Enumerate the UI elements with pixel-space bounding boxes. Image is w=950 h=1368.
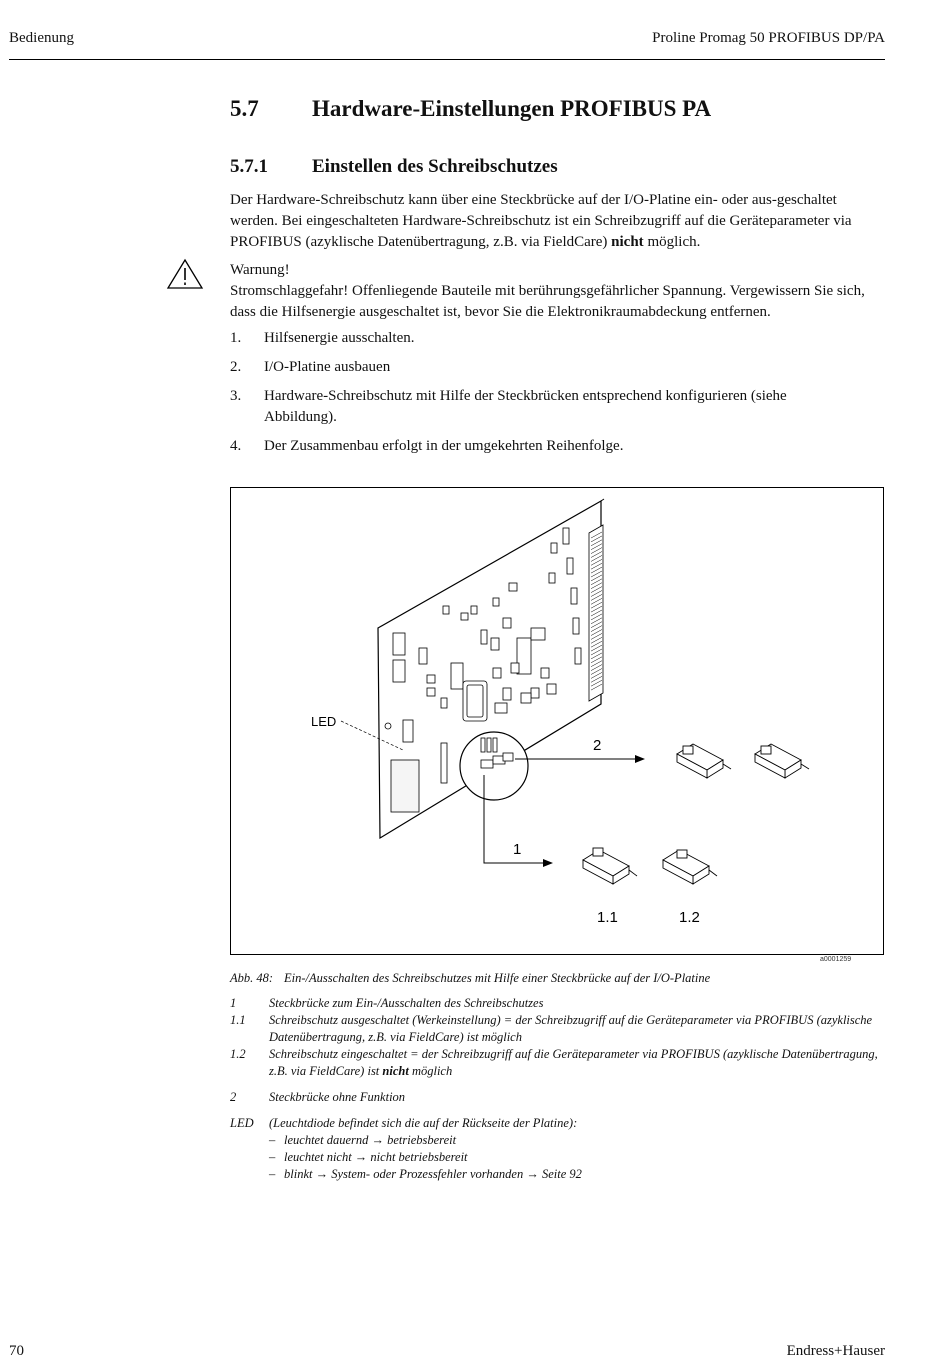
figure-legend [230, 995, 886, 1183]
caption-text: Ein-/Ausschalten des Schreibschutzes mit Hilfe einer Steckbrücke auf der I/O-Platine [284, 971, 711, 985]
warning-triangle-icon [166, 258, 204, 290]
subsection-number: 5.7.1 [230, 156, 268, 177]
legend-text: Steckbrücke zum Ein-/Ausschalten des Schreibschutzes [269, 996, 544, 1010]
led-state-item [269, 1166, 582, 1183]
step-item [230, 386, 870, 428]
jumper-2a [677, 744, 731, 778]
dash: – [269, 1167, 276, 1181]
legend-text: Schreibschutz ausgeschaltet (Werkeinstellung) = der Schreibzugriff auf die Geräteparameter via PROFIBUS (azyklische Datenübertragung, z.B. via FieldCare) ist möglich [269, 1013, 873, 1044]
step-number: 3. [230, 388, 242, 404]
warning-title: Warnung! [230, 262, 290, 278]
legend-text-end: möglich [408, 1064, 453, 1078]
header-right: Proline Promag 50 PROFIBUS DP/PA [652, 30, 885, 46]
led-state-item [269, 1132, 582, 1149]
jumper-1-2 [663, 850, 717, 884]
led-state-text: leuchtet dauernd → betriebsbereit [284, 1133, 457, 1147]
jumper-1-1 [583, 848, 637, 884]
legend-key: 1 [230, 996, 237, 1010]
subsection-title: Einstellen des Schreibschutzes [312, 156, 558, 177]
step-number: 1. [230, 330, 242, 346]
intro-bold: nicht [611, 234, 644, 250]
led-state-item [269, 1149, 582, 1166]
led-legend [230, 1115, 886, 1183]
step-item [230, 357, 870, 378]
led-state-text: blinkt → System- oder Prozessfehler vorhanden → Seite 92 [284, 1167, 582, 1181]
page-number: 70 [9, 1343, 24, 1359]
connector-strip [589, 525, 603, 701]
intro-text-end: möglich. [643, 234, 701, 250]
step-list [230, 328, 870, 465]
step-text: Hardware-Schreibschutz mit Hilfe der Steckbrücken entsprechend konfigurieren (siehe Abbildung). [264, 388, 787, 425]
figure-caption [230, 970, 886, 987]
intro-paragraph [230, 190, 886, 253]
led-state-text: leuchtet nicht → nicht betriebsbereit [284, 1150, 468, 1164]
subsection-heading [230, 156, 558, 178]
legend-text: Steckbrücke ohne Funktion [269, 1090, 406, 1104]
caption-number: Abb. 48: [230, 971, 274, 985]
legend-key: 1.2 [230, 1047, 246, 1061]
legend-key: LED [230, 1116, 254, 1130]
header-left: Bedienung [9, 30, 74, 46]
footer-brand: Endress+Hauser [786, 1343, 885, 1359]
led-legend-text: (Leuchtdiode befindet sich die auf der Rückseite der Platine): [269, 1116, 578, 1130]
legend-item [230, 1012, 886, 1046]
led-label: LED [311, 714, 337, 729]
label-1-2: 1.2 [679, 909, 700, 926]
legend-item [230, 995, 886, 1012]
section-heading [230, 96, 711, 122]
step-number: 2. [230, 359, 242, 375]
warning-block [230, 260, 886, 323]
step-text: I/O-Platine ausbauen [264, 359, 391, 375]
section-title: Hardware-Einstellungen PROFIBUS PA [312, 96, 712, 121]
dash: – [269, 1133, 276, 1147]
step-number: 4. [230, 438, 242, 454]
step-text: Der Zusammenbau erfolgt in der umgekehrten Reihenfolge. [264, 438, 624, 454]
figure-frame [230, 487, 884, 955]
step-item [230, 436, 870, 457]
legend-item [230, 1046, 886, 1080]
header-rule [9, 59, 885, 60]
label-1-1: 1.1 [597, 909, 618, 926]
legend-key: 1.1 [230, 1013, 246, 1027]
jumper-2b [755, 744, 809, 778]
legend-key: 2 [230, 1090, 237, 1104]
figure-code: a0001259 [820, 956, 852, 963]
io-board-illustration [231, 488, 883, 954]
dash: – [269, 1150, 276, 1164]
label-1: 1 [513, 841, 522, 858]
step-item [230, 328, 870, 349]
section-number: 5.7 [230, 96, 259, 121]
intro-text: Der Hardware-Schreibschutz kann über eine Steckbrücke auf der I/O-Platine ein- oder aus-geschaltet werden. Bei eingeschalteten Hardware-Schreibschutz ist ein Schreibzugriff auf die Geräteparameter via PROFIBUS (azyklische Datenübertragung, z.B. via FieldCare) [230, 192, 852, 250]
warning-text: Stromschlaggefahr! Offenliegende Bauteile mit berührungsgefährlicher Spannung. Vergewissern Sie sich, dass die Hilfsenergie ausgeschaltet ist, bevor Sie die Elektronikraumabdeckung entfernen. [230, 283, 865, 320]
arrow-1-head [543, 859, 553, 867]
arrow-2-head [635, 755, 645, 763]
label-2: 2 [593, 737, 602, 754]
step-text: Hilfsenergie ausschalten. [264, 330, 415, 346]
legend-text: Schreibschutz eingeschaltet = der Schreibzugriff auf die Geräteparameter via PROFIBUS (azyklische Datenübertragung, z.B. via FieldCare) ist [269, 1047, 878, 1078]
legend-item [230, 1089, 886, 1106]
legend-bold: nicht [382, 1064, 409, 1078]
